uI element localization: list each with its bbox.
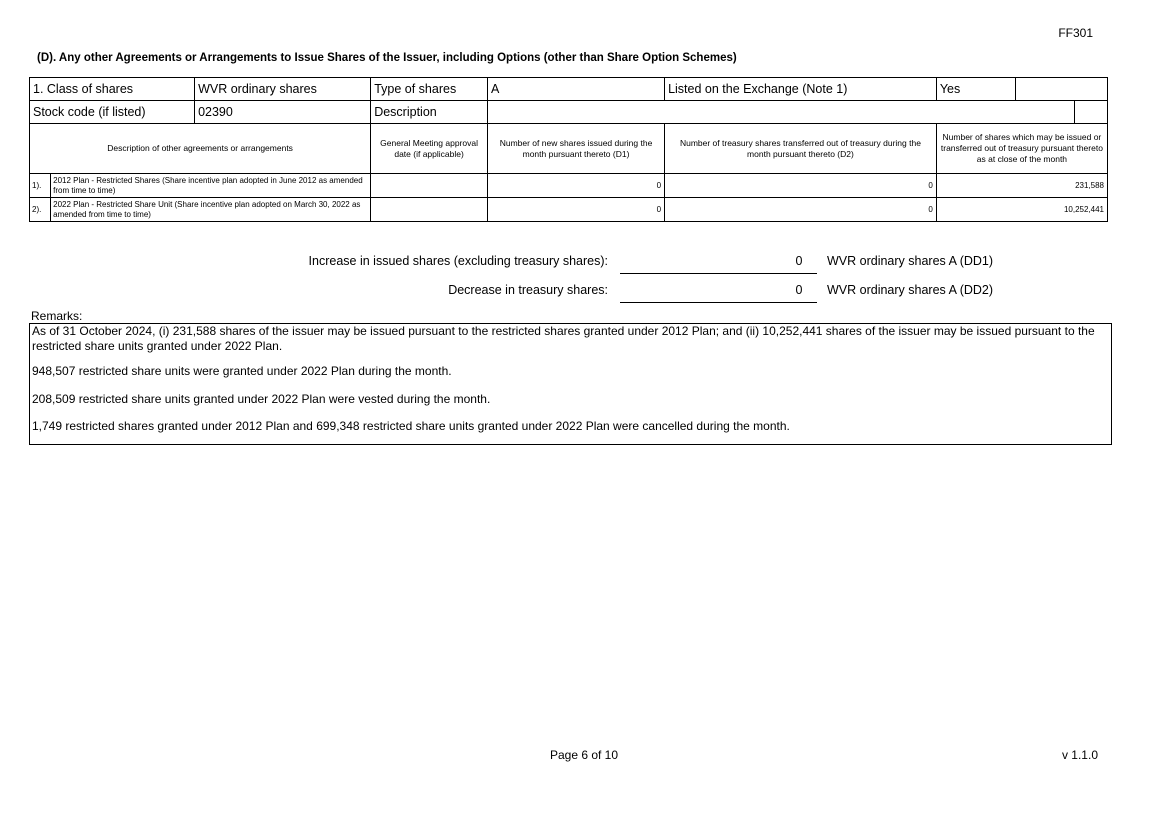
type-value: A <box>487 78 664 101</box>
decrease-value: 0 <box>795 283 803 297</box>
class-value: WVR ordinary shares <box>195 78 371 101</box>
description-value <box>487 101 1074 124</box>
form-code: FF301 <box>1058 26 1093 40</box>
increase-label: Increase in issued shares (excluding treasury shares): <box>308 254 608 268</box>
table-header-row <box>30 124 1108 174</box>
row-index: 2). <box>30 198 51 222</box>
share-arrangements-table <box>29 77 1108 222</box>
row-description: 2022 Plan - Restricted Share Unit (Share incentive plan adopted on March 30, 2022 as amended from time to time) <box>51 198 371 222</box>
table-row <box>30 174 1108 198</box>
listed-value: Yes <box>936 78 1016 101</box>
page-number: Page 6 of 10 <box>549 748 619 762</box>
decrease-label: Decrease in treasury shares: <box>448 283 608 297</box>
increase-value: 0 <box>795 254 803 268</box>
remark-paragraph: 948,507 restricted share units were granted under 2022 Plan during the month. <box>32 364 452 378</box>
stock-code-row <box>30 101 1108 124</box>
description-extra-cell <box>1074 101 1107 124</box>
row-may-be-issued: 231,588 <box>936 174 1107 198</box>
row-gm-date <box>371 174 488 198</box>
class-label: 1. Class of shares <box>30 78 195 101</box>
class-row <box>30 78 1108 101</box>
version-label: v 1.1.0 <box>1061 748 1098 762</box>
header-new-shares: Number of new shares issued during the month pursuant thereto (D1) <box>487 124 664 174</box>
section-title: (D). Any other Agreements or Arrangements to Issue Shares of the Issuer, including Options (other than Share Option Schemes) <box>37 52 737 64</box>
row-index: 1). <box>30 174 51 198</box>
row-description: 2012 Plan - Restricted Shares (Share incentive plan adopted in June 2012 as amended from time to time) <box>51 174 371 198</box>
listed-label: Listed on the Exchange (Note 1) <box>665 78 937 101</box>
row-treasury: 0 <box>665 198 937 222</box>
header-treasury-transferred: Number of treasury shares transferred out of treasury during the month pursuant thereto (D2) <box>665 124 937 174</box>
header-description: Description of other agreements or arrangements <box>30 124 371 174</box>
row-new-shares: 0 <box>487 198 664 222</box>
stock-code-label: Stock code (if listed) <box>30 101 195 124</box>
row-new-shares: 0 <box>487 174 664 198</box>
remarks-label: Remarks: <box>31 309 83 323</box>
listed-extra-cell <box>1016 78 1108 101</box>
remark-paragraph: 1,749 restricted shares granted under 2012 Plan and 699,348 restricted share units granted under 2022 Plan were cancelled during the month. <box>32 419 790 433</box>
type-label: Type of shares <box>371 78 488 101</box>
increase-underline <box>620 257 817 274</box>
remark-paragraph: 208,509 restricted share units granted under 2022 Plan were vested during the month. <box>32 391 491 406</box>
remark-paragraph: As of 31 October 2024, (i) 231,588 shares of the issuer may be issued pursuant to the restricted shares granted under 2012 Plan; and (ii) 10,252,441 shares of the issuer may be issued pursuant to the restricted share units granted under 2022 Plan. <box>32 324 1095 353</box>
decrease-underline <box>620 286 817 303</box>
row-may-be-issued: 10,252,441 <box>936 198 1107 222</box>
table-row <box>30 198 1108 222</box>
header-gm-date: General Meeting approval date (if applicable) <box>371 124 488 174</box>
description-label: Description <box>371 101 488 124</box>
row-gm-date <box>371 198 488 222</box>
decrease-unit: WVR ordinary shares A (DD2) <box>827 283 994 297</box>
header-may-be-issued: Number of shares which may be issued or transferred out of treasury pursuant thereto as at close of the month <box>936 124 1107 174</box>
remarks-box <box>29 323 1112 445</box>
row-treasury: 0 <box>665 174 937 198</box>
stock-code-value: 02390 <box>195 101 371 124</box>
increase-unit: WVR ordinary shares A (DD1) <box>827 254 994 268</box>
